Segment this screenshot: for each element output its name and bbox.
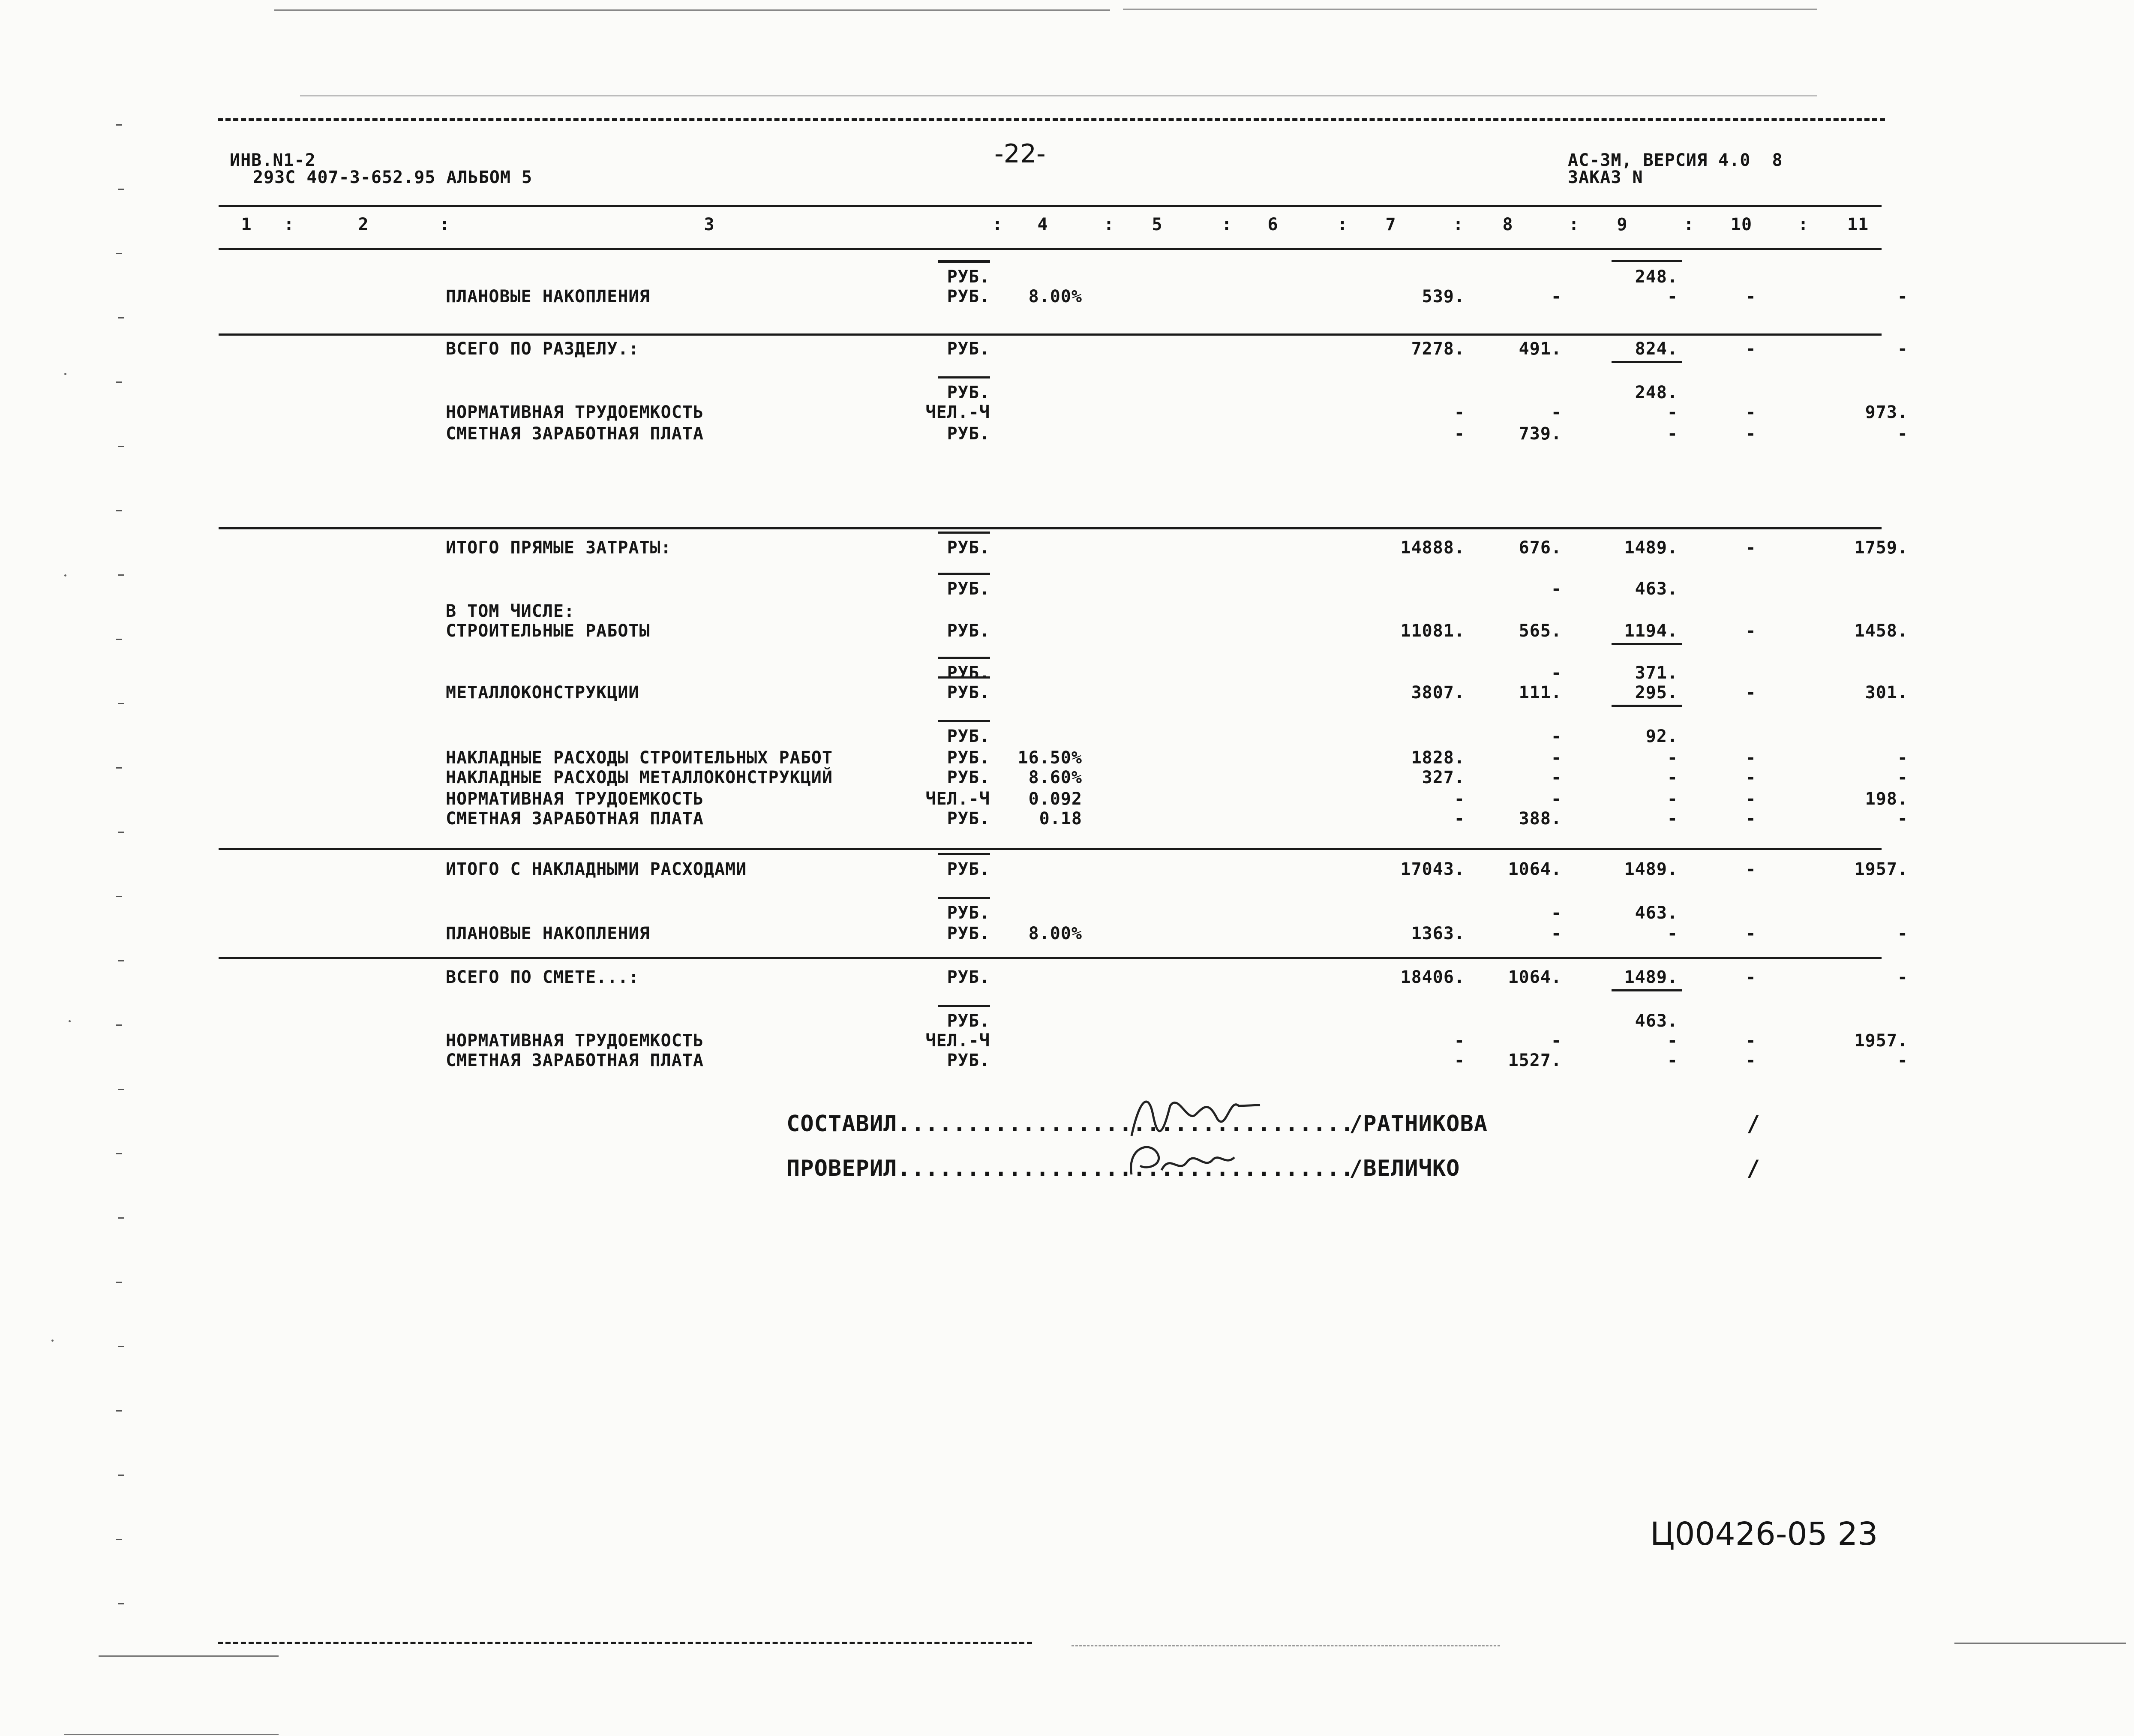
cell-col-9: 463. (1635, 903, 1678, 923)
cell-col-8: 1064. (1508, 859, 1562, 879)
cell-col-9: - (1667, 1031, 1678, 1051)
margin-tick (118, 317, 124, 318)
cell-col-9: - (1667, 768, 1678, 787)
table-rule (219, 848, 1882, 850)
row-label: НОРМАТИВНАЯ ТРУДОЕМКОСТЬ (446, 402, 704, 422)
cell-col-8: 676. (1519, 538, 1562, 558)
cell-col-7: - (1454, 402, 1465, 422)
margin-tick (116, 381, 122, 383)
cell-col-7: 1828. (1411, 748, 1465, 768)
signature-checked (1123, 1136, 1239, 1183)
cell-col-10: - (1745, 402, 1756, 422)
column-separator: : (1104, 215, 1115, 234)
row-label: В ТОМ ЧИСЛЕ: (446, 601, 575, 621)
cell-col-11: - (1897, 967, 1908, 987)
cell-col-10: - (1745, 621, 1756, 641)
table-rule (219, 205, 1882, 207)
cell-col-11: 1957. (1854, 1031, 1908, 1051)
cell-col-8: - (1551, 903, 1562, 923)
margin-tick (118, 189, 124, 190)
unit-rule (938, 657, 990, 659)
compiled-by-label: СОСТАВИЛ................................. (786, 1111, 1354, 1137)
cell-col-4: 8.60% (1028, 768, 1082, 787)
column-number-4: 4 (1037, 215, 1048, 234)
cell-col-8: - (1551, 748, 1562, 768)
column-number-10: 10 (1730, 215, 1753, 234)
cell-col-9: 463. (1635, 579, 1678, 599)
cell-col-8: 1064. (1508, 967, 1562, 987)
column-number-11: 11 (1847, 215, 1869, 234)
margin-tick (118, 703, 124, 704)
row-unit: ЧЕЛ.-Ч (925, 1031, 990, 1051)
block-rule (1612, 260, 1682, 262)
cell-col-8: - (1551, 1031, 1562, 1051)
cell-col-10: - (1745, 748, 1756, 768)
cell-col-9: 1489. (1624, 538, 1678, 558)
cell-col-8: 739. (1519, 424, 1562, 444)
row-unit: РУБ. (947, 967, 990, 987)
cell-col-11: - (1897, 339, 1908, 359)
cell-col-9: 824. (1635, 339, 1678, 359)
row-unit: РУБ. (947, 903, 990, 923)
cell-col-10: - (1745, 538, 1756, 558)
unit-rule (938, 676, 990, 679)
row-unit: РУБ. (947, 748, 990, 768)
table-rule (219, 248, 1882, 250)
cell-col-11: 1759. (1854, 538, 1908, 558)
cell-col-9: - (1667, 424, 1678, 444)
cell-col-8: - (1551, 924, 1562, 943)
cell-col-8: 491. (1519, 339, 1562, 359)
scan-edge-line (1072, 1645, 1500, 1646)
cell-col-4: 0.18 (1039, 809, 1082, 829)
cell-col-7: 327. (1422, 768, 1465, 787)
row-unit: РУБ. (947, 621, 990, 641)
cell-col-8: - (1551, 663, 1562, 683)
checked-by-slash: / (1747, 1156, 1761, 1181)
column-separator: : (1222, 215, 1233, 234)
cell-col-7: 14888. (1400, 538, 1465, 558)
cell-col-8: - (1551, 789, 1562, 809)
cell-col-10: - (1745, 859, 1756, 879)
scan-dot (64, 574, 66, 577)
column-separator: : (992, 215, 1003, 234)
row-unit: РУБ. (947, 267, 990, 287)
cell-col-7: 18406. (1400, 967, 1465, 987)
unit-rule (938, 376, 990, 378)
row-label: ПЛАНОВЫЕ НАКОПЛЕНИЯ (446, 287, 650, 306)
cell-col-8: - (1551, 727, 1562, 746)
column-number-3: 3 (704, 215, 715, 234)
column-separator: : (1337, 215, 1348, 234)
cell-col-4: 16.50% (1017, 748, 1082, 768)
margin-tick (116, 1282, 122, 1283)
cell-col-9: 371. (1635, 663, 1678, 683)
row-unit: ЧЕЛ.-Ч (925, 789, 990, 809)
row-unit: РУБ. (947, 339, 990, 359)
row-label: МЕТАЛЛОКОНСТРУКЦИИ (446, 683, 639, 703)
cell-col-10: - (1745, 768, 1756, 787)
cell-col-11: - (1897, 924, 1908, 943)
column-separator: : (1798, 215, 1809, 234)
cell-col-11: - (1897, 768, 1908, 787)
cell-col-8: 111. (1519, 683, 1562, 703)
value-rule (1612, 705, 1682, 707)
row-label: ВСЕГО ПО РАЗДЕЛУ.: (446, 339, 639, 359)
margin-tick (116, 1153, 122, 1154)
column-separator: : (284, 215, 295, 234)
row-label: ИТОГО С НАКЛАДНЫМИ РАСХОДАМИ (446, 859, 747, 879)
scan-dot (69, 1020, 71, 1022)
column-number-8: 8 (1502, 215, 1513, 234)
checked-by-name: /ВЕЛИЧКО (1349, 1156, 1460, 1181)
archive-stamp: Ц00426-05 23 (1650, 1516, 1878, 1553)
column-separator: : (1453, 215, 1464, 234)
cell-col-11: 198. (1865, 789, 1908, 809)
system-version: АС-3М, ВЕРСИЯ 4.0 8 (1568, 150, 1783, 170)
table-rule (219, 527, 1882, 529)
column-separator: : (439, 215, 450, 234)
order-number: ЗАКАЗ N (1568, 168, 1643, 187)
cell-col-9: 248. (1635, 383, 1678, 402)
row-unit: РУБ. (947, 287, 990, 306)
row-label: СТРОИТЕЛЬНЫЕ РАБОТЫ (446, 621, 650, 641)
margin-tick (118, 1089, 124, 1090)
compiled-by-slash: / (1747, 1111, 1761, 1137)
scan-edge-line (99, 1655, 279, 1657)
cell-col-7: 17043. (1400, 859, 1465, 879)
row-unit: РУБ. (947, 579, 990, 599)
cell-col-9: 92. (1645, 727, 1678, 746)
column-separator: : (1684, 215, 1695, 234)
margin-tick (116, 1539, 122, 1540)
cell-col-7: 11081. (1400, 621, 1465, 641)
inventory-number: ИНВ.N1-2 (230, 150, 316, 170)
cell-col-11: 973. (1865, 402, 1908, 422)
row-unit: РУБ. (947, 809, 990, 829)
cell-col-11: - (1897, 424, 1908, 444)
row-label: НОРМАТИВНАЯ ТРУДОЕМКОСТЬ (446, 789, 704, 809)
row-unit: ЧЕЛ.-Ч (925, 402, 990, 422)
unit-rule (938, 897, 990, 899)
cell-col-7: 539. (1422, 287, 1465, 306)
cell-col-11: 1458. (1854, 621, 1908, 641)
row-label: ВСЕГО ПО СМЕТЕ...: (446, 967, 639, 987)
column-number-5: 5 (1152, 215, 1163, 234)
margin-tick (116, 510, 122, 511)
perforation-top (218, 118, 1885, 121)
row-unit: РУБ. (947, 424, 990, 444)
row-unit: РУБ. (947, 1011, 990, 1031)
cell-col-7: - (1454, 424, 1465, 444)
unit-rule (938, 720, 990, 722)
margin-tick (118, 1217, 124, 1219)
cell-col-4: 8.00% (1028, 287, 1082, 306)
row-unit: РУБ. (947, 768, 990, 787)
unit-rule (938, 853, 990, 855)
cell-col-7: - (1454, 1031, 1465, 1051)
cell-col-7: - (1454, 1051, 1465, 1070)
column-number-2: 2 (358, 215, 369, 234)
scan-edge-line (1954, 1643, 2126, 1644)
table-rule (219, 957, 1882, 959)
margin-tick (118, 832, 124, 833)
scan-dot (51, 1340, 54, 1342)
cell-col-10: - (1745, 924, 1756, 943)
block-rule (938, 260, 990, 262)
table-rule (219, 333, 1882, 336)
scan-edge-line (274, 9, 1110, 11)
row-unit: РУБ. (947, 859, 990, 879)
row-label: СМЕТНАЯ ЗАРАБОТНАЯ ПЛАТА (446, 424, 704, 444)
cell-col-10: - (1745, 809, 1756, 829)
column-number-1: 1 (241, 215, 252, 234)
unit-rule (938, 573, 990, 575)
margin-tick (116, 767, 122, 769)
document-code: 293С 407-3-652.95 АЛЬБОМ 5 (253, 168, 533, 187)
row-label: СМЕТНАЯ ЗАРАБОТНАЯ ПЛАТА (446, 1051, 704, 1070)
cell-col-9: - (1667, 809, 1678, 829)
margin-tick (118, 1603, 124, 1604)
cell-col-11: - (1897, 287, 1908, 306)
margin-tick (116, 253, 122, 254)
row-label: ИТОГО ПРЯМЫЕ ЗАТРАТЫ: (446, 538, 672, 558)
value-rule (1612, 361, 1682, 363)
cell-col-9: - (1667, 789, 1678, 809)
margin-tick (116, 639, 122, 640)
cell-col-10: - (1745, 1051, 1756, 1070)
cell-col-9: 1194. (1624, 621, 1678, 641)
margin-tick (116, 1024, 122, 1026)
unit-rule (938, 1005, 990, 1007)
cell-col-9: 463. (1635, 1011, 1678, 1031)
margin-tick (118, 446, 124, 447)
cell-col-11: - (1897, 1051, 1908, 1070)
cell-col-10: - (1745, 683, 1756, 703)
cell-col-8: - (1551, 402, 1562, 422)
margin-tick (118, 1475, 124, 1476)
cell-col-11: 1957. (1854, 859, 1908, 879)
cell-col-11: 301. (1865, 683, 1908, 703)
page-number: -22- (994, 139, 1046, 169)
cell-col-8: 565. (1519, 621, 1562, 641)
cell-col-10: - (1745, 339, 1756, 359)
column-number-7: 7 (1385, 215, 1396, 234)
perforation-bottom (218, 1642, 1032, 1644)
row-unit: РУБ. (947, 383, 990, 402)
row-label: НАКЛАДНЫЕ РАСХОДЫ МЕТАЛЛОКОНСТРУКЦИЙ (446, 768, 833, 787)
cell-col-10: - (1745, 287, 1756, 306)
scan-edge-line (64, 1734, 279, 1735)
margin-tick (118, 574, 124, 576)
cell-col-7: 1363. (1411, 924, 1465, 943)
row-label: НОРМАТИВНАЯ ТРУДОЕМКОСТЬ (446, 1031, 704, 1051)
cell-col-4: 0.092 (1028, 789, 1082, 809)
cell-col-11: - (1897, 748, 1908, 768)
row-label: НАКЛАДНЫЕ РАСХОДЫ СТРОИТЕЛЬНЫХ РАБОТ (446, 748, 833, 768)
checked-by-label: ПРОВЕРИЛ................................. (786, 1156, 1354, 1181)
row-unit: РУБ. (947, 727, 990, 746)
cell-col-11: - (1897, 809, 1908, 829)
cell-col-7: - (1454, 789, 1465, 809)
cell-col-10: - (1745, 1031, 1756, 1051)
column-separator: : (1569, 215, 1580, 234)
compiled-by-name: /РАТНИКОВА (1349, 1111, 1488, 1137)
cell-col-9: - (1667, 287, 1678, 306)
cell-col-8: 1527. (1508, 1051, 1562, 1070)
value-rule (1612, 643, 1682, 645)
cell-col-8: - (1551, 579, 1562, 599)
row-unit: РУБ. (947, 1051, 990, 1070)
column-number-6: 6 (1267, 215, 1279, 234)
cell-col-9: 295. (1635, 683, 1678, 703)
cell-col-8: - (1551, 287, 1562, 306)
cell-col-9: 1489. (1624, 967, 1678, 987)
unit-rule (938, 532, 990, 534)
row-label: СМЕТНАЯ ЗАРАБОТНАЯ ПЛАТА (446, 809, 704, 829)
cell-col-10: - (1745, 789, 1756, 809)
row-unit: РУБ. (947, 683, 990, 703)
column-number-9: 9 (1617, 215, 1628, 234)
cell-col-10: - (1745, 967, 1756, 987)
cell-col-7: - (1454, 809, 1465, 829)
scan-edge-line (1123, 9, 1817, 10)
margin-tick (116, 896, 122, 897)
cell-col-7: 3807. (1411, 683, 1465, 703)
cell-col-8: 388. (1519, 809, 1562, 829)
cell-col-9: - (1667, 748, 1678, 768)
margin-tick (118, 1346, 124, 1347)
cell-col-9: - (1667, 402, 1678, 422)
margin-tick (118, 960, 124, 961)
value-rule (1612, 989, 1682, 991)
scan-dot (64, 373, 66, 375)
cell-col-9: 248. (1635, 267, 1678, 287)
cell-col-8: - (1551, 768, 1562, 787)
row-unit: РУБ. (947, 663, 990, 683)
row-unit: РУБ. (947, 924, 990, 943)
cell-col-7: 7278. (1411, 339, 1465, 359)
margin-tick (116, 1410, 122, 1412)
row-label: ПЛАНОВЫЕ НАКОПЛЕНИЯ (446, 924, 650, 943)
cell-col-9: 1489. (1624, 859, 1678, 879)
cell-col-4: 8.00% (1028, 924, 1082, 943)
margin-tick (116, 124, 122, 126)
cell-col-10: - (1745, 424, 1756, 444)
row-unit: РУБ. (947, 538, 990, 558)
cell-col-9: - (1667, 1051, 1678, 1070)
cell-col-9: - (1667, 924, 1678, 943)
scan-edge-line (300, 95, 1817, 96)
